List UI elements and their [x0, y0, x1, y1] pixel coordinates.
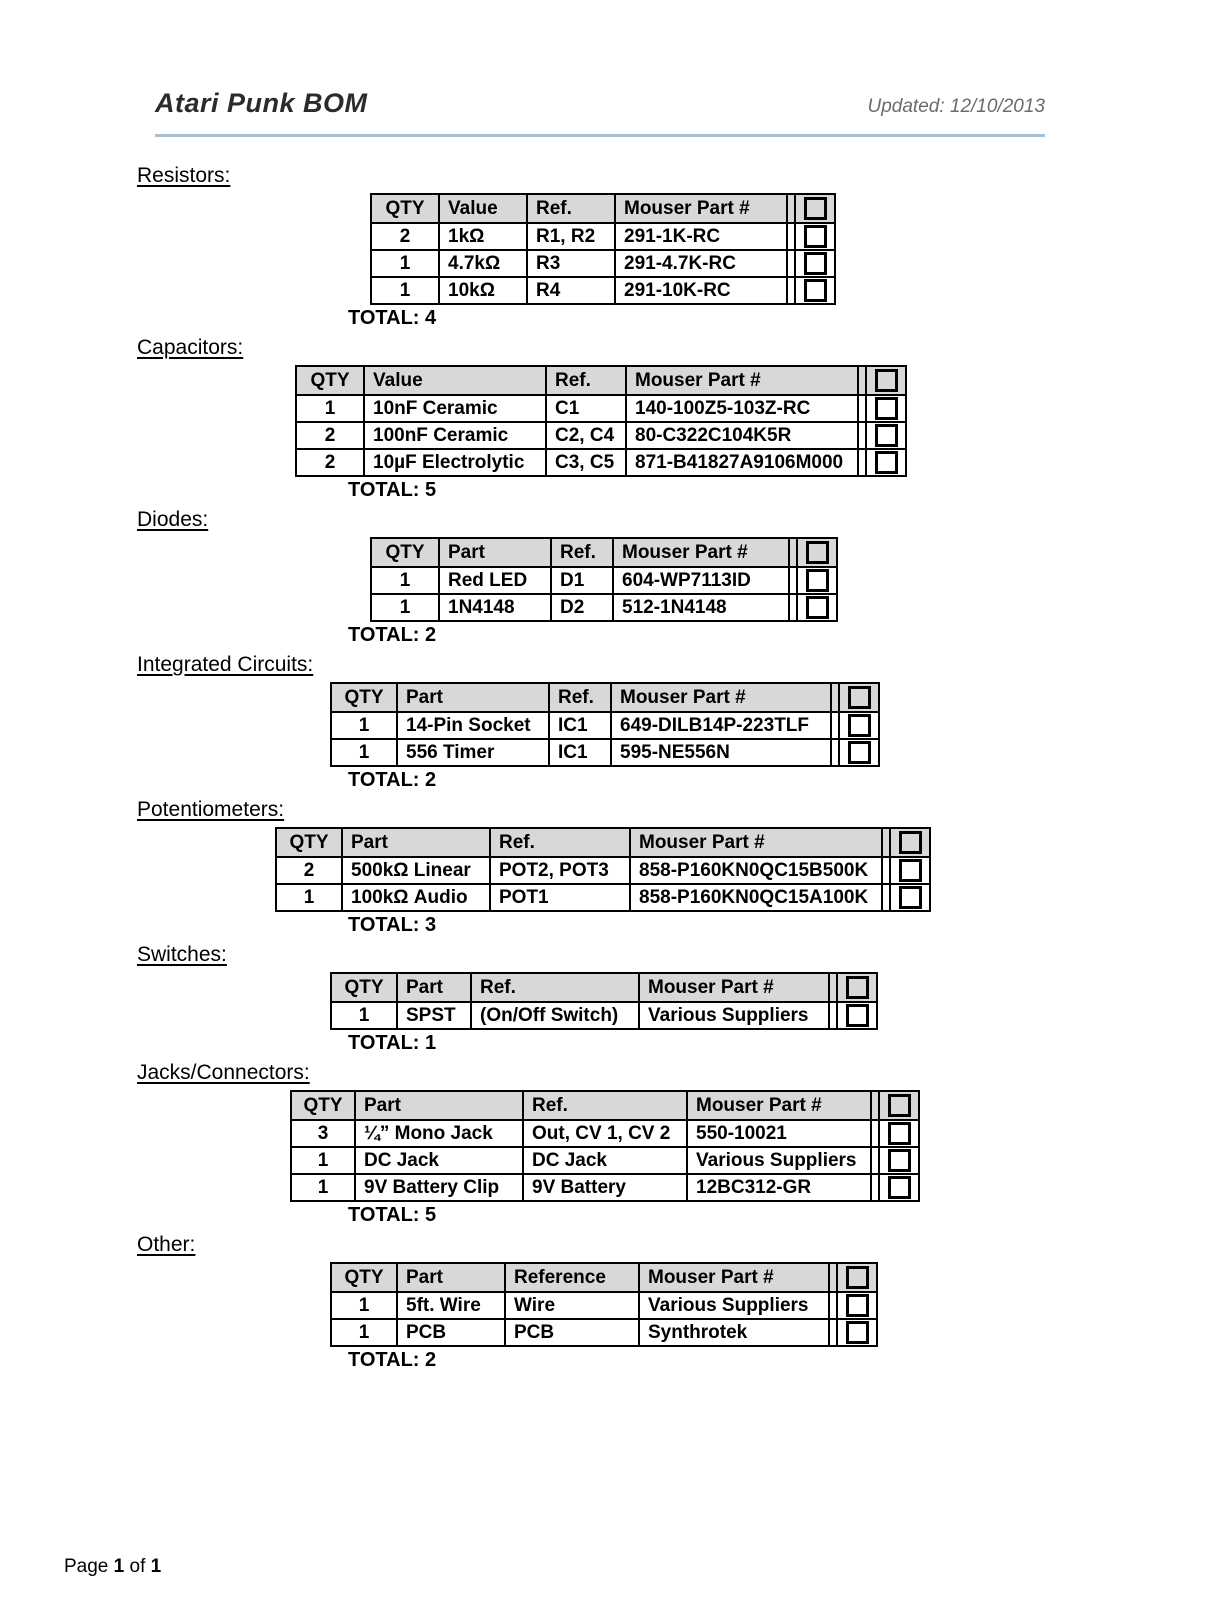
checklist-checkbox [846, 1294, 869, 1317]
row-checkbox-cell [795, 277, 835, 304]
total-value: 5 [425, 479, 437, 501]
cell-diodes-r1-c3: 512-1N4148 [613, 594, 789, 621]
cell-integrated-circuits-r1-c0: 1 [331, 739, 397, 766]
row-checkbox-cell [837, 1319, 877, 1346]
cell-diodes-r1-c0: 1 [371, 594, 439, 621]
cell-integrated-circuits-r0-c2: IC1 [549, 712, 611, 739]
row-checkbox-cell [866, 449, 906, 476]
cell-capacitors-r1-c3: 80-C322C104K5R [626, 422, 858, 449]
total-label: TOTAL: [348, 624, 420, 646]
total-value: 1 [425, 1032, 437, 1054]
table-header-row [331, 683, 879, 712]
cell-other-r0-c1: 5ft. Wire [397, 1292, 505, 1319]
cell-resistors-r0-c3: 291-1K-RC [615, 223, 787, 250]
cell-jacks-connectors-r2-c1: 9V Battery Clip [355, 1174, 523, 1201]
col-header-integrated-circuits-2: Ref. [549, 683, 611, 712]
total-label: TOTAL: [348, 914, 420, 936]
header-checkbox-cell [837, 1263, 877, 1292]
bom-table-potentiometers [275, 827, 931, 912]
total-label: TOTAL: [348, 1032, 420, 1054]
table-row [331, 1319, 877, 1346]
col-header-other-1: Part [397, 1263, 505, 1292]
row-spacer-cell [787, 277, 795, 304]
row-spacer-cell [882, 884, 890, 911]
row-spacer-cell [882, 857, 890, 884]
row-spacer-cell [829, 1292, 837, 1319]
checklist-checkbox [804, 225, 827, 248]
header-checkbox-cell [839, 683, 879, 712]
col-header-jacks-connectors-3: Mouser Part # [687, 1091, 871, 1120]
bom-table-other [330, 1262, 878, 1347]
col-header-other-2: Reference [505, 1263, 639, 1292]
row-checkbox-cell [879, 1120, 919, 1147]
row-checkbox-cell [797, 594, 837, 621]
table-row [291, 1174, 919, 1201]
header-divider [155, 134, 1045, 137]
checklist-checkbox [848, 686, 871, 709]
row-checkbox-cell [879, 1147, 919, 1174]
cell-potentiometers-r0-c2: POT2, POT3 [490, 857, 630, 884]
col-header-switches-0: QTY [331, 973, 397, 1002]
col-header-capacitors-3: Mouser Part # [626, 366, 858, 395]
checklist-checkbox [806, 596, 829, 619]
cell-potentiometers-r0-c3: 858-P160KN0QC15B500K [630, 857, 882, 884]
cell-resistors-r0-c2: R1, R2 [527, 223, 615, 250]
table-header-row [291, 1091, 919, 1120]
cell-diodes-r1-c2: D2 [551, 594, 613, 621]
col-header-potentiometers-3: Mouser Part # [630, 828, 882, 857]
footer-of-label: of [129, 1556, 146, 1577]
cell-jacks-connectors-r0-c1: ¼” Mono Jack [355, 1120, 523, 1147]
bom-table-capacitors [295, 365, 907, 477]
section-capacitors [0, 337, 1217, 501]
header-spacer-cell [789, 538, 797, 567]
table-header-row [371, 194, 835, 223]
checklist-checkbox [846, 1321, 869, 1344]
section-diodes [0, 509, 1217, 646]
section-other [0, 1234, 1217, 1371]
row-spacer-cell [829, 1002, 837, 1029]
col-header-resistors-0: QTY [371, 194, 439, 223]
header-checkbox-cell [837, 973, 877, 1002]
checklist-checkbox [848, 714, 871, 737]
row-spacer-cell [871, 1174, 879, 1201]
cell-capacitors-r0-c1: 10nF Ceramic [364, 395, 546, 422]
cell-capacitors-r2-c3: 871-B41827A9106M000 [626, 449, 858, 476]
table-row [291, 1147, 919, 1174]
cell-jacks-connectors-r2-c0: 1 [291, 1174, 355, 1201]
table-row [296, 422, 906, 449]
col-header-diodes-0: QTY [371, 538, 439, 567]
header-spacer-cell [882, 828, 890, 857]
checklist-checkbox [875, 369, 898, 392]
table-row [371, 567, 837, 594]
section-heading-diodes: Diodes: [137, 508, 209, 531]
cell-integrated-circuits-r1-c2: IC1 [549, 739, 611, 766]
row-spacer-cell [871, 1147, 879, 1174]
col-header-other-3: Mouser Part # [639, 1263, 829, 1292]
row-checkbox-cell [866, 395, 906, 422]
header-spacer-cell [829, 973, 837, 1002]
cell-capacitors-r0-c2: C1 [546, 395, 626, 422]
total-value: 2 [425, 1349, 437, 1371]
page-title: Atari Punk BOM [155, 88, 368, 118]
col-header-switches-2: Ref. [471, 973, 639, 1002]
table-row [296, 395, 906, 422]
cell-other-r0-c3: Various Suppliers [639, 1292, 829, 1319]
cell-jacks-connectors-r0-c3: 550-10021 [687, 1120, 871, 1147]
col-header-jacks-connectors-2: Ref. [523, 1091, 687, 1120]
cell-resistors-r2-c1: 10kΩ [439, 277, 527, 304]
cell-capacitors-r1-c0: 2 [296, 422, 364, 449]
checklist-checkbox [875, 424, 898, 447]
cell-other-r0-c0: 1 [331, 1292, 397, 1319]
section-heading-resistors: Resistors: [137, 164, 231, 187]
bom-table-integrated-circuits [330, 682, 880, 767]
header-checkbox-cell [879, 1091, 919, 1120]
checklist-checkbox [899, 886, 922, 909]
cell-jacks-connectors-r1-c3: Various Suppliers [687, 1147, 871, 1174]
cell-potentiometers-r1-c2: POT1 [490, 884, 630, 911]
row-spacer-cell [787, 250, 795, 277]
section-switches [0, 944, 1217, 1054]
checklist-checkbox [846, 1004, 869, 1027]
header-checkbox-cell [795, 194, 835, 223]
header-spacer-cell [787, 194, 795, 223]
row-checkbox-cell [837, 1292, 877, 1319]
total-label: TOTAL: [348, 479, 420, 501]
row-spacer-cell [789, 567, 797, 594]
row-spacer-cell [858, 395, 866, 422]
cell-other-r1-c3: Synthrotek [639, 1319, 829, 1346]
cell-resistors-r1-c1: 4.7kΩ [439, 250, 527, 277]
checklist-checkbox [899, 859, 922, 882]
table-header-row [296, 366, 906, 395]
section-heading-other: Other: [137, 1233, 196, 1256]
col-header-diodes-3: Mouser Part # [613, 538, 789, 567]
page-footer [64, 1556, 161, 1578]
col-header-switches-3: Mouser Part # [639, 973, 829, 1002]
table-row [331, 1002, 877, 1029]
checklist-checkbox [888, 1149, 911, 1172]
row-spacer-cell [787, 223, 795, 250]
checklist-checkbox [804, 197, 827, 220]
row-checkbox-cell [795, 223, 835, 250]
total-value: 5 [425, 1204, 437, 1226]
col-header-capacitors-0: QTY [296, 366, 364, 395]
cell-resistors-r1-c3: 291-4.7K-RC [615, 250, 787, 277]
bom-table-diodes [370, 537, 838, 622]
row-checkbox-cell [866, 422, 906, 449]
cell-potentiometers-r1-c0: 1 [276, 884, 342, 911]
table-row [331, 739, 879, 766]
col-header-capacitors-1: Value [364, 366, 546, 395]
bom-table-switches [330, 972, 878, 1030]
cell-potentiometers-r1-c3: 858-P160KN0QC15A100K [630, 884, 882, 911]
section-total-jacks-connectors [348, 1205, 1217, 1226]
cell-switches-r0-c2: (On/Off Switch) [471, 1002, 639, 1029]
cell-jacks-connectors-r0-c0: 3 [291, 1120, 355, 1147]
bom-table-jacks-connectors [290, 1090, 920, 1202]
cell-jacks-connectors-r2-c2: 9V Battery [523, 1174, 687, 1201]
row-spacer-cell [831, 712, 839, 739]
cell-diodes-r0-c3: 604-WP7113ID [613, 567, 789, 594]
section-total-other [348, 1350, 1217, 1371]
col-header-diodes-2: Ref. [551, 538, 613, 567]
cell-jacks-connectors-r2-c3: 12BC312-GR [687, 1174, 871, 1201]
checklist-checkbox [888, 1094, 911, 1117]
row-spacer-cell [789, 594, 797, 621]
cell-integrated-circuits-r0-c1: 14-Pin Socket [397, 712, 549, 739]
total-label: TOTAL: [348, 1349, 420, 1371]
total-label: TOTAL: [348, 1204, 420, 1226]
section-resistors [0, 165, 1217, 329]
checklist-checkbox [846, 1266, 869, 1289]
section-total-diodes [348, 625, 1217, 646]
cell-integrated-circuits-r0-c0: 1 [331, 712, 397, 739]
cell-resistors-r2-c2: R4 [527, 277, 615, 304]
cell-jacks-connectors-r1-c1: DC Jack [355, 1147, 523, 1174]
cell-diodes-r0-c0: 1 [371, 567, 439, 594]
col-header-integrated-circuits-0: QTY [331, 683, 397, 712]
checklist-checkbox [888, 1176, 911, 1199]
row-checkbox-cell [890, 857, 930, 884]
cell-capacitors-r0-c3: 140-100Z5-103Z-RC [626, 395, 858, 422]
cell-capacitors-r1-c2: C2, C4 [546, 422, 626, 449]
section-heading-potentiometers: Potentiometers: [137, 798, 285, 821]
total-value: 2 [425, 769, 437, 791]
cell-capacitors-r2-c2: C3, C5 [546, 449, 626, 476]
row-checkbox-cell [795, 250, 835, 277]
header-checkbox-cell [890, 828, 930, 857]
cell-other-r1-c2: PCB [505, 1319, 639, 1346]
section-total-capacitors [348, 480, 1217, 501]
cell-capacitors-r2-c0: 2 [296, 449, 364, 476]
col-header-integrated-circuits-3: Mouser Part # [611, 683, 831, 712]
checklist-checkbox [888, 1122, 911, 1145]
col-header-resistors-3: Mouser Part # [615, 194, 787, 223]
section-heading-capacitors: Capacitors: [137, 336, 244, 359]
section-potentiometers [0, 799, 1217, 936]
total-label: TOTAL: [348, 307, 420, 329]
table-row [371, 250, 835, 277]
cell-resistors-r1-c0: 1 [371, 250, 439, 277]
row-spacer-cell [871, 1120, 879, 1147]
total-label: TOTAL: [348, 769, 420, 791]
col-header-potentiometers-1: Part [342, 828, 490, 857]
header-spacer-cell [871, 1091, 879, 1120]
col-header-diodes-1: Part [439, 538, 551, 567]
total-value: 2 [425, 624, 437, 646]
row-spacer-cell [858, 422, 866, 449]
col-header-jacks-connectors-1: Part [355, 1091, 523, 1120]
col-header-resistors-2: Ref. [527, 194, 615, 223]
table-row [371, 223, 835, 250]
table-header-row [371, 538, 837, 567]
checklist-checkbox [806, 541, 829, 564]
bom-table-resistors [370, 193, 836, 305]
cell-resistors-r0-c1: 1kΩ [439, 223, 527, 250]
checklist-checkbox [804, 279, 827, 302]
cell-capacitors-r2-c1: 10µF Electrolytic [364, 449, 546, 476]
cell-switches-r0-c3: Various Suppliers [639, 1002, 829, 1029]
section-total-potentiometers [348, 915, 1217, 936]
col-header-other-0: QTY [331, 1263, 397, 1292]
col-header-potentiometers-2: Ref. [490, 828, 630, 857]
cell-diodes-r0-c1: Red LED [439, 567, 551, 594]
section-integrated-circuits [0, 654, 1217, 791]
cell-capacitors-r0-c0: 1 [296, 395, 364, 422]
cell-capacitors-r1-c1: 100nF Ceramic [364, 422, 546, 449]
checklist-checkbox [899, 831, 922, 854]
col-header-switches-1: Part [397, 973, 471, 1002]
cell-integrated-circuits-r1-c1: 556 Timer [397, 739, 549, 766]
header-spacer-cell [831, 683, 839, 712]
checklist-checkbox [848, 741, 871, 764]
section-heading-integrated-circuits: Integrated Circuits: [137, 653, 314, 676]
cell-other-r1-c0: 1 [331, 1319, 397, 1346]
bom-sections [0, 165, 1217, 1371]
total-value: 3 [425, 914, 437, 936]
cell-jacks-connectors-r1-c2: DC Jack [523, 1147, 687, 1174]
checklist-checkbox [806, 569, 829, 592]
table-row [276, 857, 930, 884]
row-checkbox-cell [890, 884, 930, 911]
table-row [296, 449, 906, 476]
table-header-row [331, 973, 877, 1002]
cell-resistors-r1-c2: R3 [527, 250, 615, 277]
row-spacer-cell [831, 739, 839, 766]
cell-other-r0-c2: Wire [505, 1292, 639, 1319]
cell-diodes-r1-c1: 1N4148 [439, 594, 551, 621]
row-checkbox-cell [839, 739, 879, 766]
row-checkbox-cell [839, 712, 879, 739]
updated-date: Updated: 12/10/2013 [867, 96, 1045, 117]
total-value: 4 [425, 307, 437, 329]
cell-jacks-connectors-r0-c2: Out, CV 1, CV 2 [523, 1120, 687, 1147]
row-checkbox-cell [797, 567, 837, 594]
header-checkbox-cell [866, 366, 906, 395]
table-row [291, 1120, 919, 1147]
table-row [331, 712, 879, 739]
cell-switches-r0-c1: SPST [397, 1002, 471, 1029]
table-row [331, 1292, 877, 1319]
table-row [371, 277, 835, 304]
col-header-resistors-1: Value [439, 194, 527, 223]
checklist-checkbox [875, 451, 898, 474]
footer-total-pages: 1 [150, 1556, 162, 1577]
footer-page-number: 1 [113, 1556, 125, 1577]
table-row [371, 594, 837, 621]
table-row [276, 884, 930, 911]
header-spacer-cell [858, 366, 866, 395]
checklist-checkbox [804, 252, 827, 275]
cell-jacks-connectors-r1-c0: 1 [291, 1147, 355, 1174]
document-header [155, 88, 1045, 119]
cell-integrated-circuits-r1-c3: 595-NE556N [611, 739, 831, 766]
cell-other-r1-c1: PCB [397, 1319, 505, 1346]
row-spacer-cell [858, 449, 866, 476]
checklist-checkbox [846, 976, 869, 999]
section-total-switches [348, 1033, 1217, 1054]
col-header-potentiometers-0: QTY [276, 828, 342, 857]
cell-resistors-r2-c3: 291-10K-RC [615, 277, 787, 304]
cell-integrated-circuits-r0-c3: 649-DILB14P-223TLF [611, 712, 831, 739]
row-checkbox-cell [837, 1002, 877, 1029]
cell-potentiometers-r0-c1: 500kΩ Linear [342, 857, 490, 884]
cell-resistors-r0-c0: 2 [371, 223, 439, 250]
section-total-integrated-circuits [348, 770, 1217, 791]
row-checkbox-cell [879, 1174, 919, 1201]
section-total-resistors [348, 308, 1217, 329]
col-header-integrated-circuits-1: Part [397, 683, 549, 712]
cell-resistors-r2-c0: 1 [371, 277, 439, 304]
col-header-jacks-connectors-0: QTY [291, 1091, 355, 1120]
row-spacer-cell [829, 1319, 837, 1346]
cell-potentiometers-r1-c1: 100kΩ Audio [342, 884, 490, 911]
footer-page-label: Page [64, 1556, 109, 1577]
table-header-row [331, 1263, 877, 1292]
section-heading-jacks-connectors: Jacks/Connectors: [137, 1061, 310, 1084]
table-header-row [276, 828, 930, 857]
section-jacks-connectors [0, 1062, 1217, 1226]
section-heading-switches: Switches: [137, 943, 227, 966]
cell-diodes-r0-c2: D1 [551, 567, 613, 594]
checklist-checkbox [875, 397, 898, 420]
header-checkbox-cell [797, 538, 837, 567]
header-spacer-cell [829, 1263, 837, 1292]
cell-switches-r0-c0: 1 [331, 1002, 397, 1029]
col-header-capacitors-2: Ref. [546, 366, 626, 395]
cell-potentiometers-r0-c0: 2 [276, 857, 342, 884]
